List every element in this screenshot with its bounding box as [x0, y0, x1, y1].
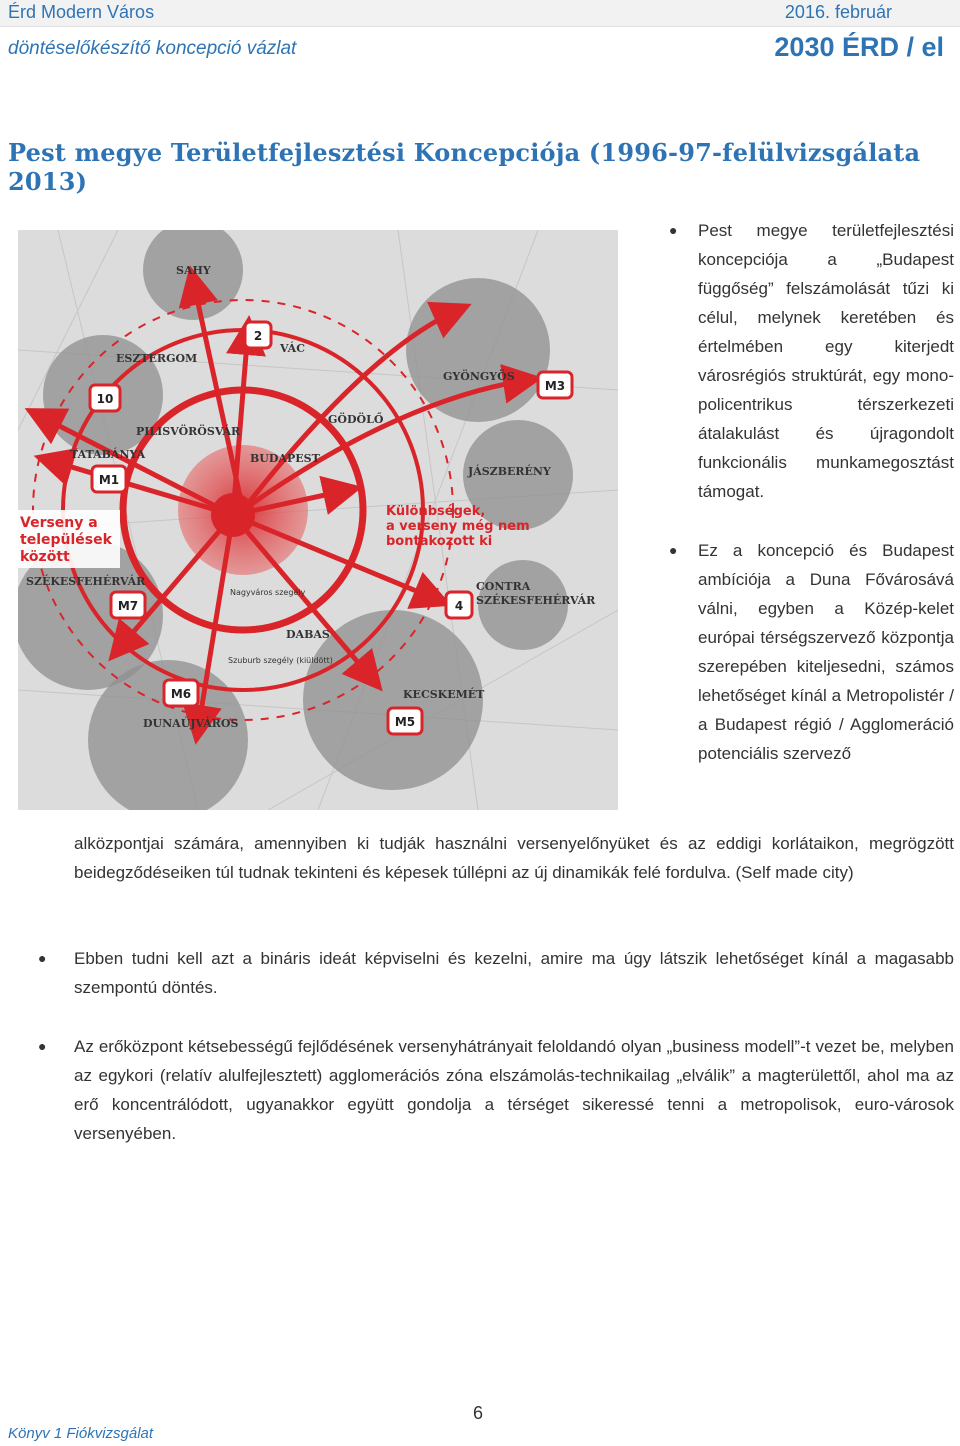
label-jaszbereny: JÁSZBERÉNY — [468, 465, 551, 478]
label-budapest: BUDAPEST — [250, 452, 320, 465]
bullet-2 — [669, 536, 954, 826]
label-esztergom: ESZTERGOM — [116, 352, 198, 365]
bullet-3 — [38, 944, 954, 1002]
label-suburb-fringe: Szuburb szegély (kiüldött) — [228, 656, 333, 665]
label-dabas: DABAS — [286, 628, 330, 641]
svg-text:M1: M1 — [98, 473, 120, 487]
label-differences-1: Különbségek, — [386, 504, 486, 519]
svg-text:2: 2 — [253, 329, 263, 343]
label-sahy: SAHY — [176, 264, 211, 277]
bullet-2-continuation: alközpontjai számára, amennyiben ki tudják használni versenyelőnyüket és az eddigi korlátaikon, megrögzött beidegződéseiken túl tudnak tekinteni és képesek túllépni az új dinamikák felé fordulva. (Self made city) — [74, 834, 954, 882]
svg-text:10: 10 — [96, 392, 114, 406]
shield-4 — [446, 592, 472, 618]
bullet-marker: ● — [38, 950, 47, 966]
bullet-marker: ● — [669, 222, 678, 238]
header-bar — [0, 0, 960, 27]
shield-m5 — [388, 708, 422, 734]
section-title: Pest megye Területfejlesztési Koncepciója (1996-97-felülvizsgálata 2013) — [8, 138, 921, 196]
label-pilisvorosvar: PILISVÖRÖSVÁR — [136, 425, 241, 438]
header-project-title: Érd Modern Város — [8, 2, 155, 22]
label-gyongyos: GYÖNGYÖS — [443, 370, 515, 383]
svg-text:M7: M7 — [117, 599, 139, 613]
shield-2 — [245, 322, 271, 348]
shield-10 — [90, 385, 120, 411]
label-tatabanya: TATABÁNYA — [70, 448, 146, 461]
page-number: 6 — [473, 1403, 484, 1423]
label-godollo: GÖDÖLŐ — [328, 413, 384, 426]
svg-text:M3: M3 — [544, 379, 566, 393]
label-szekesfehervar: SZÉKESFEHÉRVÁR — [26, 575, 146, 588]
header-date: 2016. február — [784, 2, 892, 22]
label-dunaujvaros: DUNAÚJVÁROS — [143, 717, 239, 730]
label-differences-2: a verseny még nem — [386, 519, 530, 534]
gyongyos-circle — [406, 278, 550, 422]
label-competition-3: között — [20, 549, 70, 565]
regional-structure-map — [18, 230, 618, 810]
shield-m7 — [111, 592, 145, 618]
label-vac: VÁC — [280, 342, 305, 355]
shield-m6 — [164, 680, 198, 706]
shield-m3 — [538, 372, 572, 398]
bullet-4 — [38, 1032, 954, 1148]
svg-text:M5: M5 — [394, 715, 416, 729]
label-kecskemet: KECSKEMÉT — [403, 688, 485, 701]
bullet-4-text: Az erőközpont kétsebességű fejlődésének versenyhátrányait feloldandó olyan „business modell”-t vezet be, melyben az egykori (relatív alulfejlesztett) agglomerációs zóna elszámolás-technikailag „elválik” a magterülettől, ahol ma az erő koncentrálódott, ugyanakkor együtt gondolja a térséget sikeressé tenni a metropolisok, euro-városok versenyében. — [74, 1037, 954, 1143]
footer-book-title: Könyv 1 Fiókvizsgálat — [8, 1425, 154, 1442]
label-city-fringe: Nagyváros szegély — [230, 588, 306, 597]
bullet-3-text: Ebben tudni kell azt a bináris ideát képviselni és kezelni, amire ma úgy látszik lehetőséget kínál a magasabb szempontú döntés. — [74, 949, 954, 997]
label-differences-3: bontakozott ki — [386, 534, 493, 549]
header-subtitle: döntéselőkészítő koncepció vázlat — [8, 38, 297, 59]
shield-m1 — [92, 466, 126, 492]
bullet-1 — [669, 216, 954, 506]
svg-text:4: 4 — [454, 599, 464, 613]
label-competition-1: Verseny a — [20, 515, 98, 531]
bullet-2-text-part1: Ez a koncepció és Budapest ambíciója a Duna Fővárosává válni, egyben a Közép-kelet európai térségszervező központja szerepében kiteljesedni, számos lehetőséget kínál a Metropolistér / a Budapest régió / Agglomeráció potenciális szervező — [698, 541, 954, 763]
label-contra-1: CONTRA — [476, 580, 531, 593]
header-document-code: 2030 ÉRD / el — [774, 32, 944, 62]
label-contra-2: SZÉKESFEHÉRVÁR — [476, 594, 596, 607]
bullet-marker: ● — [38, 1038, 47, 1054]
label-competition-2: települések — [20, 532, 112, 548]
bullet-marker: ● — [669, 542, 678, 558]
svg-text:M6: M6 — [170, 687, 192, 701]
bullet-1-text: Pest megye területfejlesztési koncepciója a „Budapest függőség” felszámolását tűzi ki célul, melynek keretében és értelmében egy kiterjedt városrégiós struktúrát, egy mono-policentrikus térszerkezeti átalakulást és újragondolt funkcionális munkamegosztást támogat. — [698, 221, 954, 501]
